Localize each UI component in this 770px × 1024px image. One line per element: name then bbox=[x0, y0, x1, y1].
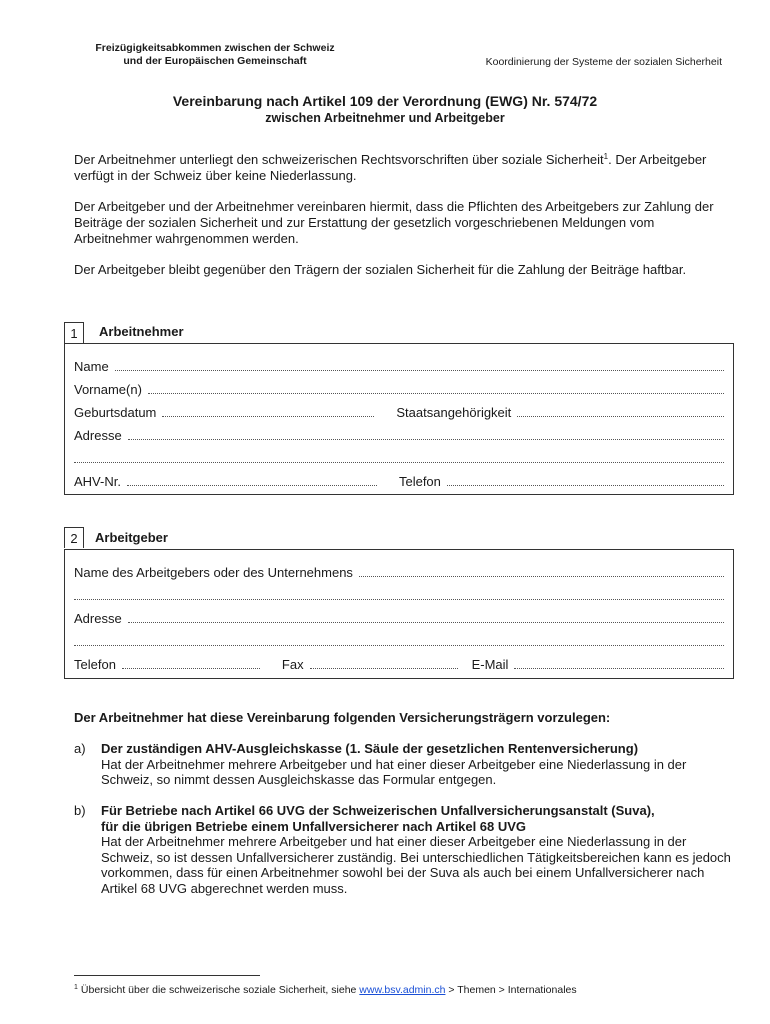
employer-name-field[interactable] bbox=[359, 565, 724, 577]
employee-address-row-2 bbox=[74, 450, 724, 466]
employer-address-row bbox=[74, 610, 724, 626]
employee-ahv-field[interactable] bbox=[127, 474, 377, 486]
footnote-number: 1 bbox=[74, 984, 78, 991]
item-a-letter: a) bbox=[74, 741, 86, 756]
employee-address-field-2[interactable] bbox=[74, 451, 724, 463]
employee-firstname-label: Vorname(n) bbox=[74, 382, 142, 397]
employee-firstname-row bbox=[74, 381, 724, 397]
employer-fax-label: Fax bbox=[281, 657, 304, 672]
section-2-number: 2 bbox=[64, 527, 84, 548]
employee-ahv-label: AHV-Nr. bbox=[74, 474, 121, 489]
submission-heading: Der Arbeitnehmer hat diese Vereinbarung folgenden Versicherungsträgern vorzulegen: bbox=[74, 710, 611, 725]
header-coordination: Koordinierung der Systeme der sozialen Sicherheit bbox=[485, 56, 722, 68]
employer-name-row bbox=[74, 564, 724, 580]
employee-form bbox=[64, 343, 734, 495]
item-a-text: Hat der Arbeitnehmer mehrere Arbeitgeber und hat einer dieser Arbeitgeber eine Niederlassung in der Schweiz, so nimmt dessen Ausgleichskasse das Formular entgegen. bbox=[101, 756, 687, 787]
item-b-letter: b) bbox=[74, 803, 86, 818]
bsv-link[interactable]: www.bsv.admin.ch bbox=[359, 984, 446, 996]
employer-name-field-2[interactable] bbox=[74, 588, 724, 600]
employee-firstname-field[interactable] bbox=[148, 382, 724, 394]
footnote-ref: 1 bbox=[603, 152, 609, 161]
employee-birthdate-label: Geburtsdatum bbox=[74, 405, 157, 420]
item-b-title-2: für die übrigen Betriebe einem Unfallversicherer nach Artikel 68 UVG bbox=[101, 818, 527, 834]
employee-nationality-field[interactable] bbox=[517, 405, 724, 417]
footnote: $^1$ Übersicht über die schweizerische soziale Sicherheit, siehe www.bsv.admin.ch > Themen > Internationales bbox=[74, 984, 577, 996]
footnote-divider bbox=[74, 975, 260, 976]
employee-address-label: Adresse bbox=[74, 428, 122, 443]
employer-address-label: Adresse bbox=[74, 611, 122, 626]
employer-name-row-2 bbox=[74, 587, 724, 603]
employee-address-field[interactable] bbox=[128, 428, 724, 440]
employer-contact-row bbox=[74, 656, 724, 672]
section-1-title: Arbeitnehmer bbox=[99, 324, 184, 339]
employer-email-field[interactable] bbox=[514, 657, 724, 669]
employer-phone-label: Telefon bbox=[74, 657, 116, 672]
employer-address-field-2[interactable] bbox=[74, 634, 724, 646]
section-2-title: Arbeitgeber bbox=[95, 530, 168, 545]
item-b bbox=[101, 803, 731, 896]
employer-address-field[interactable] bbox=[128, 611, 724, 623]
item-a-title: Der zuständigen AHV-Ausgleichskasse (1. Säule der gesetzlichen Rentenversicherung) bbox=[101, 741, 639, 756]
intro-paragraph-1: Der Arbeitnehmer unterliegt den schweizerischen Rechtsvorschriften über soziale Sicherheit$^1$. Der Arbeitgeber verfügt in der Schweiz über keine Niederlassung. bbox=[74, 152, 707, 183]
employer-name-label: Name des Arbeitgebers oder des Unternehmens bbox=[74, 565, 353, 580]
intro-paragraph-2: Der Arbeitgeber und der Arbeitnehmer vereinbaren hiermit, dass die Pflichten des Arbeitgebers zur Zahlung der Beiträge der sozialen Sicherheit und zur Erstattung der gesetzlich vorgeschriebenen Meldungen vom Arbeitnehmer wahrgenommen werden. bbox=[74, 199, 714, 246]
employer-form bbox=[64, 549, 734, 679]
section-1-number: 1 bbox=[64, 322, 84, 343]
header-agreement-line1: Freizügigkeitsabkommen zwischen der Schweiz bbox=[95, 42, 335, 54]
employee-phone-label: Telefon bbox=[398, 474, 441, 489]
employer-fax-field[interactable] bbox=[310, 657, 458, 669]
employee-phone-field[interactable] bbox=[447, 474, 724, 486]
employee-name-label: Name bbox=[74, 359, 109, 374]
intro-paragraph-3: Der Arbeitgeber bleibt gegenüber den Trägern der sozialen Sicherheit für die Zahlung der Beiträge haftbar. bbox=[74, 262, 687, 277]
employer-address-row-2 bbox=[74, 633, 724, 649]
employee-name-field[interactable] bbox=[115, 359, 724, 371]
employee-birth-nationality-row bbox=[74, 404, 724, 420]
item-b-text: Hat der Arbeitnehmer mehrere Arbeitgeber und hat einer dieser Arbeitgeber eine Niederlassung in der Schweiz, so ist dessen Unfallversicherer zuständig. Bei unterschiedlichen Tätigkeitsbereichen kann es jedoch vorkommen, dass für einen Arbeitnehmer sowohl bei der Suva als auch bei einem Unfallversicherer nach Artikel 68 UVG abgerechnet werden muss. bbox=[101, 834, 731, 896]
employee-name-row bbox=[74, 358, 724, 374]
document-title: Vereinbarung nach Artikel 109 der Verordnung (EWG) Nr. 574/72 bbox=[172, 93, 598, 109]
employer-email-label: E-Mail bbox=[471, 657, 509, 672]
employer-phone-field[interactable] bbox=[122, 657, 260, 669]
header-agreement bbox=[50, 42, 380, 68]
employee-ahv-phone-row bbox=[74, 473, 724, 489]
employee-birthdate-field[interactable] bbox=[162, 405, 374, 417]
item-b-title-1: Für Betriebe nach Artikel 66 UVG der Schweizerischen Unfallversicherungsanstalt (Suva), bbox=[101, 803, 655, 818]
document-subtitle: zwischen Arbeitnehmer und Arbeitgeber bbox=[265, 111, 505, 125]
header-agreement-line2: und der Europäischen Gemeinschaft bbox=[123, 55, 307, 67]
employee-nationality-label: Staatsangehörigkeit bbox=[396, 405, 512, 420]
item-a bbox=[101, 741, 731, 788]
employee-address-row bbox=[74, 427, 724, 443]
